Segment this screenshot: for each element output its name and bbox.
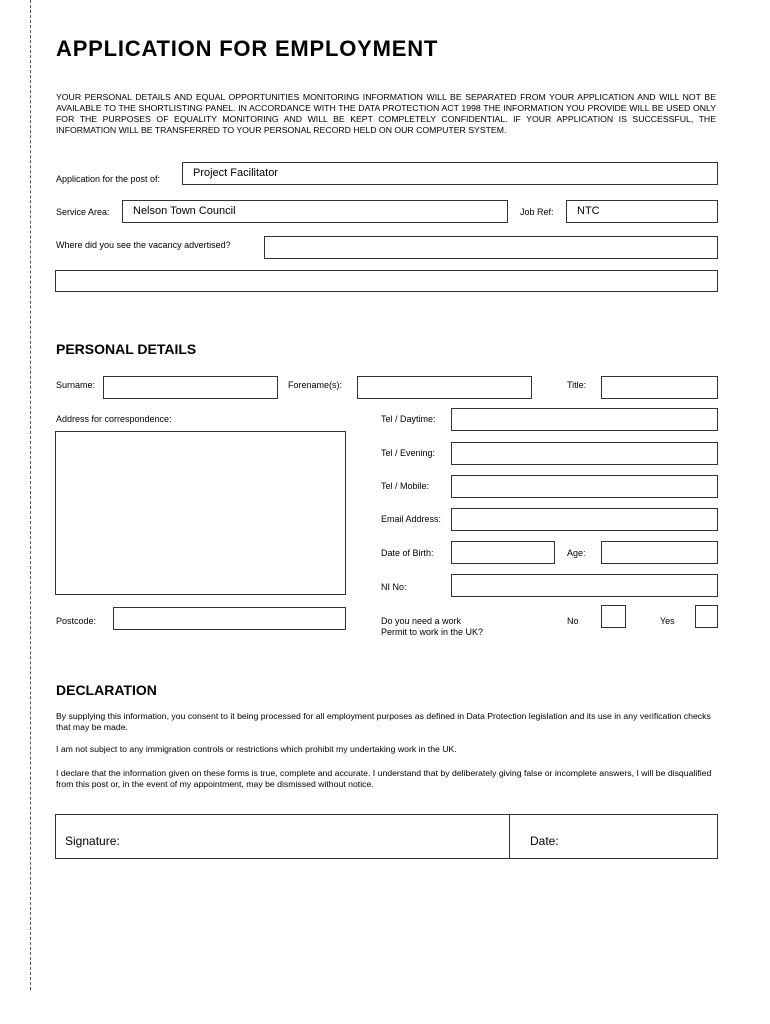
declaration-statement: I declare that the information given on these forms is true, complete and accurate. I understand that by deliberately giving false or incomplete answers, I will be disqualified from this post or, in the event of my appointment, may be dismissed without notice. <box>56 768 712 789</box>
post-label: Application for the post of: <box>56 174 161 184</box>
cut-line <box>30 0 31 990</box>
title-field[interactable] <box>601 376 718 399</box>
yes-label: Yes <box>660 616 675 626</box>
forenames-field[interactable] <box>357 376 532 399</box>
no-label: No <box>567 616 579 626</box>
signature-field[interactable] <box>140 822 500 852</box>
ni-label: NI No: <box>381 582 407 592</box>
personal-details-heading: PERSONAL DETAILS <box>56 341 197 357</box>
job-ref-field[interactable]: NTC <box>566 200 718 223</box>
date-field[interactable] <box>570 822 710 852</box>
work-permit-question-line2: Permit to work in the UK? <box>381 627 484 637</box>
forenames-label: Forename(s): <box>288 380 343 390</box>
tel-daytime-label: Tel / Daytime: <box>381 414 436 424</box>
email-field[interactable] <box>451 508 718 531</box>
surname-field[interactable] <box>103 376 278 399</box>
tel-daytime-field[interactable] <box>451 408 718 431</box>
email-label: Email Address: <box>381 514 442 524</box>
page-title: APPLICATION FOR EMPLOYMENT <box>56 36 439 61</box>
service-area-field[interactable]: Nelson Town Council <box>122 200 508 223</box>
tel-evening-label: Tel / Evening: <box>381 448 436 458</box>
signature-label: Signature: <box>65 834 120 848</box>
dob-field[interactable] <box>451 541 555 564</box>
work-permit-question-line1: Do you need a work <box>381 616 462 626</box>
address-field[interactable] <box>55 431 346 595</box>
vacancy-extra-field[interactable] <box>55 270 718 292</box>
tel-mobile-field[interactable] <box>451 475 718 498</box>
age-field[interactable] <box>601 541 718 564</box>
declaration-heading: DECLARATION <box>56 682 157 698</box>
postcode-field[interactable] <box>113 607 346 630</box>
vacancy-label: Where did you see the vacancy advertised? <box>56 240 231 250</box>
date-label: Date: <box>530 834 559 848</box>
service-area-label: Service Area: <box>56 207 110 217</box>
postcode-label: Postcode: <box>56 616 97 626</box>
ni-field[interactable] <box>451 574 718 597</box>
permit-yes-checkbox[interactable] <box>695 605 718 628</box>
intro-paragraph: YOUR PERSONAL DETAILS AND EQUAL OPPORTUNITIES MONITORING INFORMATION WILL BE SEPARATED FROM YOUR APPLICATION AND WILL NOT BE AVAILABLE TO THE SHORTLISTING PANEL. IN ACCORDANCE WITH THE DATA PROTECTION ACT 1998 THE INFORMATION YOU PROVIDE WILL BE USED ONLY FOR THE PURPOSES OF EQUALITY MONITORING AND WILL BE KEPT COMPLETELY CONFIDENTIAL. IF YOUR APPLICATION IS SUCCESSFUL, THE INFORMATION WILL BE TRANSFERRED TO YOUR PERSONAL RECORD HELD ON OUR COMPUTER SYSTEM. <box>56 92 716 135</box>
permit-no-checkbox[interactable] <box>601 605 626 628</box>
declaration-immigration: I am not subject to any immigration controls or restrictions which prohibit my undertaking work in the UK. <box>56 744 457 754</box>
age-label: Age: <box>567 548 586 558</box>
vacancy-field[interactable] <box>264 236 718 259</box>
dob-label: Date of Birth: <box>381 548 434 558</box>
surname-label: Surname: <box>56 380 96 390</box>
title-label: Title: <box>567 380 587 390</box>
post-field[interactable]: Project Facilitator <box>182 162 718 185</box>
declaration-consent: By supplying this information, you consent to it being processed for all employment purposes as defined in Data Protection legislation and its use in any verification checks that may be made. <box>56 711 711 732</box>
address-label: Address for correspondence: <box>56 414 172 424</box>
signature-divider <box>509 814 510 859</box>
tel-evening-field[interactable] <box>451 442 718 465</box>
job-ref-label: Job Ref: <box>520 207 554 217</box>
tel-mobile-label: Tel / Mobile: <box>381 481 430 491</box>
